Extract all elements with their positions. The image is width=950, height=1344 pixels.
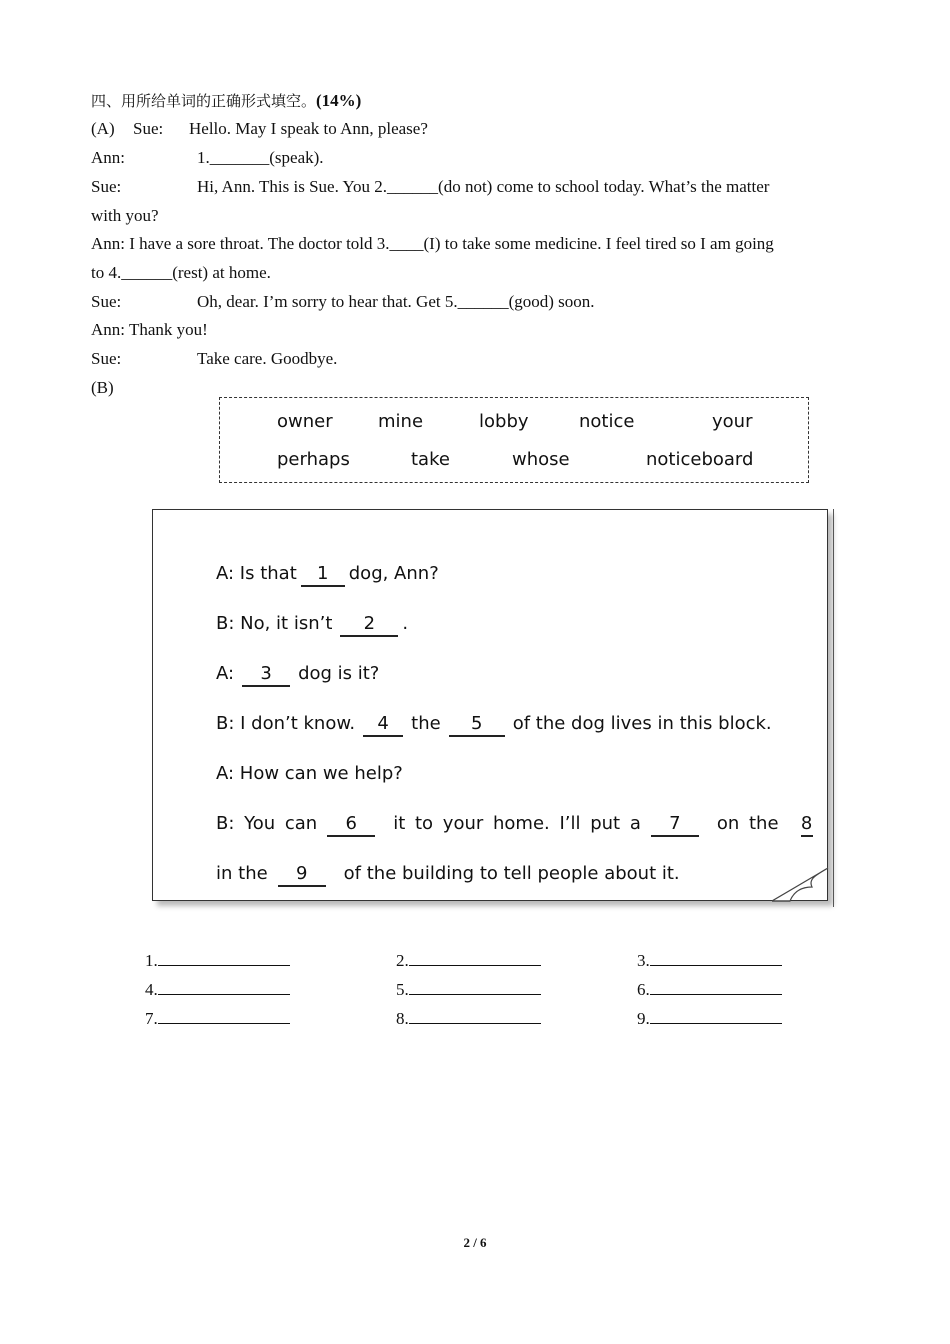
- part-a-line-5: [91, 292, 595, 312]
- page-curl-icon: [772, 865, 832, 905]
- answer-line[interactable]: [158, 979, 290, 995]
- part-a-line-3: [91, 177, 769, 197]
- word-bank-item: notice: [579, 411, 635, 432]
- dialogue-text: A: Is that: [216, 563, 297, 584]
- dialogue-text: Take care. Goodbye.: [197, 349, 338, 368]
- part-a-line-4: [91, 234, 774, 254]
- answer-3[interactable]: [637, 950, 782, 971]
- dialogue-text: with you?: [91, 206, 159, 225]
- answer-number: 7.: [145, 1009, 158, 1028]
- card-line-6: [216, 813, 817, 837]
- dialogue-text: the: [411, 713, 441, 734]
- dialogue-text: Hi, Ann. This is Sue. You 2.______(do not) come to school today. What’s the matter: [197, 177, 770, 196]
- dialogue-text: Ann: I have a sore throat. The doctor told 3.____(I) to take some medicine. I feel tired so I am going: [91, 234, 774, 253]
- word-bank-item: take: [411, 449, 450, 470]
- dialogue-text: in the: [216, 863, 268, 884]
- answer-4[interactable]: [145, 979, 290, 1000]
- dialogue-text: B: You can: [216, 813, 318, 834]
- answer-line[interactable]: [158, 950, 290, 966]
- dialogue-text: dog, Ann?: [348, 563, 439, 584]
- answer-number: 3.: [637, 951, 650, 970]
- dialogue-text: A: How can we help?: [216, 763, 403, 784]
- card-line-7: [216, 863, 680, 887]
- part-a-line-3-cont: [91, 206, 159, 226]
- blank-5[interactable]: 5: [449, 713, 505, 737]
- answer-line[interactable]: [409, 1008, 541, 1024]
- card-edge-line: [833, 509, 834, 907]
- blank-4[interactable]: 4: [363, 713, 403, 737]
- blank-1[interactable]: 1: [301, 563, 345, 587]
- answer-number: 6.: [637, 980, 650, 999]
- dialogue-text: Ann: Thank you!: [91, 320, 208, 339]
- answer-number: 5.: [396, 980, 409, 999]
- word-bank-item: mine: [378, 411, 424, 432]
- speaker: Ann:: [91, 148, 125, 167]
- dialogue-text: .: [402, 613, 409, 634]
- answer-number: 1.: [145, 951, 158, 970]
- word-bank-item: perhaps: [277, 449, 350, 470]
- answer-1[interactable]: [145, 950, 290, 971]
- word-bank-item: whose: [512, 449, 570, 470]
- answer-2[interactable]: [396, 950, 541, 971]
- answer-number: 9.: [637, 1009, 650, 1028]
- dialogue-text: it to your home. I’ll put a: [393, 813, 641, 834]
- part-a-line-6: [91, 320, 208, 340]
- word-bank-item: owner: [277, 411, 333, 432]
- blank-8[interactable]: 8: [801, 813, 813, 837]
- answer-7[interactable]: [145, 1008, 290, 1029]
- answer-line[interactable]: [409, 950, 541, 966]
- speaker: Sue:: [133, 119, 164, 138]
- dialogue-text: of the building to tell people about it.: [343, 863, 680, 884]
- card-line-3: [216, 663, 379, 687]
- dialogue-text: Oh, dear. I’m sorry to hear that. Get 5.______(good) soon.: [197, 292, 595, 311]
- part-a-line-2: [91, 148, 324, 168]
- blank-2[interactable]: 2: [340, 613, 398, 637]
- answer-number: 4.: [145, 980, 158, 999]
- dialogue-text: B: I don’t know.: [216, 713, 356, 734]
- answer-line[interactable]: [650, 979, 782, 995]
- part-a-line-1: [91, 119, 428, 139]
- part-a-line-7: [91, 349, 337, 369]
- word-bank-item: noticeboard: [646, 449, 754, 470]
- speaker: Sue:: [91, 349, 122, 368]
- answer-line[interactable]: [158, 1008, 290, 1024]
- part-b-label: (B): [91, 378, 114, 397]
- answer-8[interactable]: [396, 1008, 541, 1029]
- dialogue-text: Hello. May I speak to Ann, please?: [189, 119, 428, 138]
- card-line-2: [216, 613, 408, 637]
- answer-6[interactable]: [637, 979, 782, 1000]
- section-title-cn: 四、用所给单词的正确形式填空。: [91, 92, 317, 110]
- blank-3[interactable]: 3: [242, 663, 290, 687]
- dialogue-text: to 4.______(rest) at home.: [91, 263, 271, 282]
- part-a-label: (A): [91, 119, 115, 138]
- blank-9[interactable]: 9: [278, 863, 326, 887]
- dialogue-text: on the: [716, 813, 779, 834]
- word-bank-item: your: [712, 411, 753, 432]
- page-number: 2 / 6: [463, 1235, 487, 1250]
- answer-number: 8.: [396, 1009, 409, 1028]
- section-title: [91, 90, 361, 111]
- dialogue-text: B: No, it isn’t: [216, 613, 333, 634]
- answer-line[interactable]: [650, 950, 782, 966]
- blank-6[interactable]: 6: [327, 813, 375, 837]
- answer-number: 2.: [396, 951, 409, 970]
- dialogue-text: A:: [216, 663, 235, 684]
- part-a-line-4-cont: [91, 263, 271, 283]
- word-bank: [219, 397, 809, 483]
- answer-line[interactable]: [409, 979, 541, 995]
- answer-5[interactable]: [396, 979, 541, 1000]
- answer-9[interactable]: [637, 1008, 782, 1029]
- speaker: Sue:: [91, 177, 122, 196]
- card-line-1: [216, 563, 439, 587]
- card-line-4: [216, 713, 772, 737]
- answer-line[interactable]: [650, 1008, 782, 1024]
- word-bank-item: lobby: [479, 411, 529, 432]
- dialogue-text: dog is it?: [298, 663, 380, 684]
- dialogue-text: of the dog lives in this block.: [512, 713, 772, 734]
- card-line-5: [216, 763, 403, 784]
- dialogue-text: 1._______(speak).: [197, 148, 324, 167]
- blank-7[interactable]: 7: [651, 813, 699, 837]
- speaker: Sue:: [91, 292, 122, 311]
- section-score: (14%): [316, 91, 362, 110]
